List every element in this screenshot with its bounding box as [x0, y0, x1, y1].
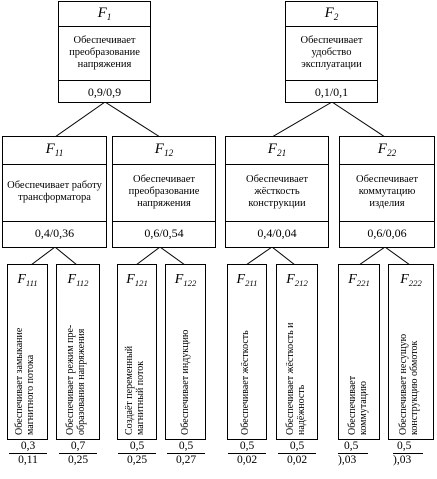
weight-fraction: $\frac{0,5}{0,02}$	[278, 440, 316, 467]
weight-fraction: $\frac{0,7}{0,25}$	[59, 440, 97, 467]
function-label: $F_{21}$	[267, 141, 287, 160]
weight-fraction: $\frac{0,5}{0,25}$	[118, 440, 156, 467]
weight-fraction: $\frac{0,5}{),03}$	[393, 440, 423, 467]
function-label: $F_{22}$	[377, 141, 397, 160]
function-label: $F_2$	[324, 5, 339, 24]
function-description: Обеспечивает преобразование напряжения	[69, 35, 140, 70]
weight-value: 0,4/0,36	[34, 226, 75, 240]
weight-value: 0,4/0,04	[257, 226, 297, 240]
function-description: Обеспечивает режим пре- образования напряжения	[65, 324, 87, 435]
function-label: $F_{11}$	[45, 141, 64, 160]
function-description: Обеспечивает несущую конструкцию обмоток	[398, 333, 420, 435]
function-box-f112	[56, 264, 100, 440]
function-label: $F_{211}$	[236, 272, 258, 289]
function-description: Обеспечивает коммутацию изделия	[355, 174, 418, 209]
function-description: Обеспечивает жёсткость	[240, 330, 251, 435]
function-description: Обеспечивает жёсткость конструкции	[245, 174, 308, 209]
function-description: Обеспечивает жёсткость и надёжность	[285, 322, 307, 435]
function-description: Обеспечивает работу трансформатора	[7, 180, 102, 203]
weight-value: 0,6/0,06	[367, 226, 407, 240]
function-description: Обеспечивает удобство эксплуатации	[300, 35, 363, 70]
function-label: $F_{112}$	[67, 272, 89, 289]
weight-value: 0,9/0,9	[87, 85, 122, 99]
function-box-f211	[227, 264, 267, 440]
function-label: $F_1$	[97, 5, 112, 24]
function-label: $F_{111}$	[17, 272, 38, 289]
function-label: $F_{12}$	[154, 141, 174, 160]
function-box-f222	[388, 264, 434, 440]
function-description: Создаёт переменный магнитный поток	[124, 345, 146, 435]
function-box-f22	[339, 136, 435, 248]
function-label: $F_{221}$	[348, 272, 370, 289]
function-label: $F_{222}$	[400, 272, 422, 289]
function-description: Обеспечивает замыкание магнитного потока	[14, 327, 36, 435]
function-description: Обеспечивает коммутацию	[347, 375, 369, 435]
function-box-f111	[7, 264, 48, 440]
function-box-f221	[338, 264, 380, 440]
weight-value: 0,1/0,1	[314, 85, 349, 99]
function-box-f212	[276, 264, 318, 440]
function-description: Обеспечивает индукцию	[180, 329, 191, 435]
function-box-f2	[285, 1, 378, 103]
function-box-f121	[117, 264, 157, 440]
weight-fraction: $\frac{0,5}{0,27}$	[167, 440, 205, 467]
function-label: $F_{122}$	[174, 272, 197, 289]
function-box-f12	[112, 136, 216, 248]
function-box-f11	[2, 136, 107, 248]
function-box-f122	[165, 264, 206, 440]
weight-fraction: $\frac{0,5}{),03}$	[338, 440, 368, 467]
weight-value: 0,6/0,54	[144, 226, 184, 240]
function-box-f1	[58, 1, 151, 103]
function-label: $F_{121}$	[126, 272, 148, 289]
weight-fraction: $\frac{0,5}{0,02}$	[228, 440, 266, 467]
function-label: $F_{212}$	[286, 272, 308, 289]
function-box-f21	[225, 136, 329, 248]
weight-fraction: $\frac{0,3}{0,11}$	[9, 440, 47, 467]
function-description: Обеспечивает преобразование напряжения	[128, 174, 200, 209]
